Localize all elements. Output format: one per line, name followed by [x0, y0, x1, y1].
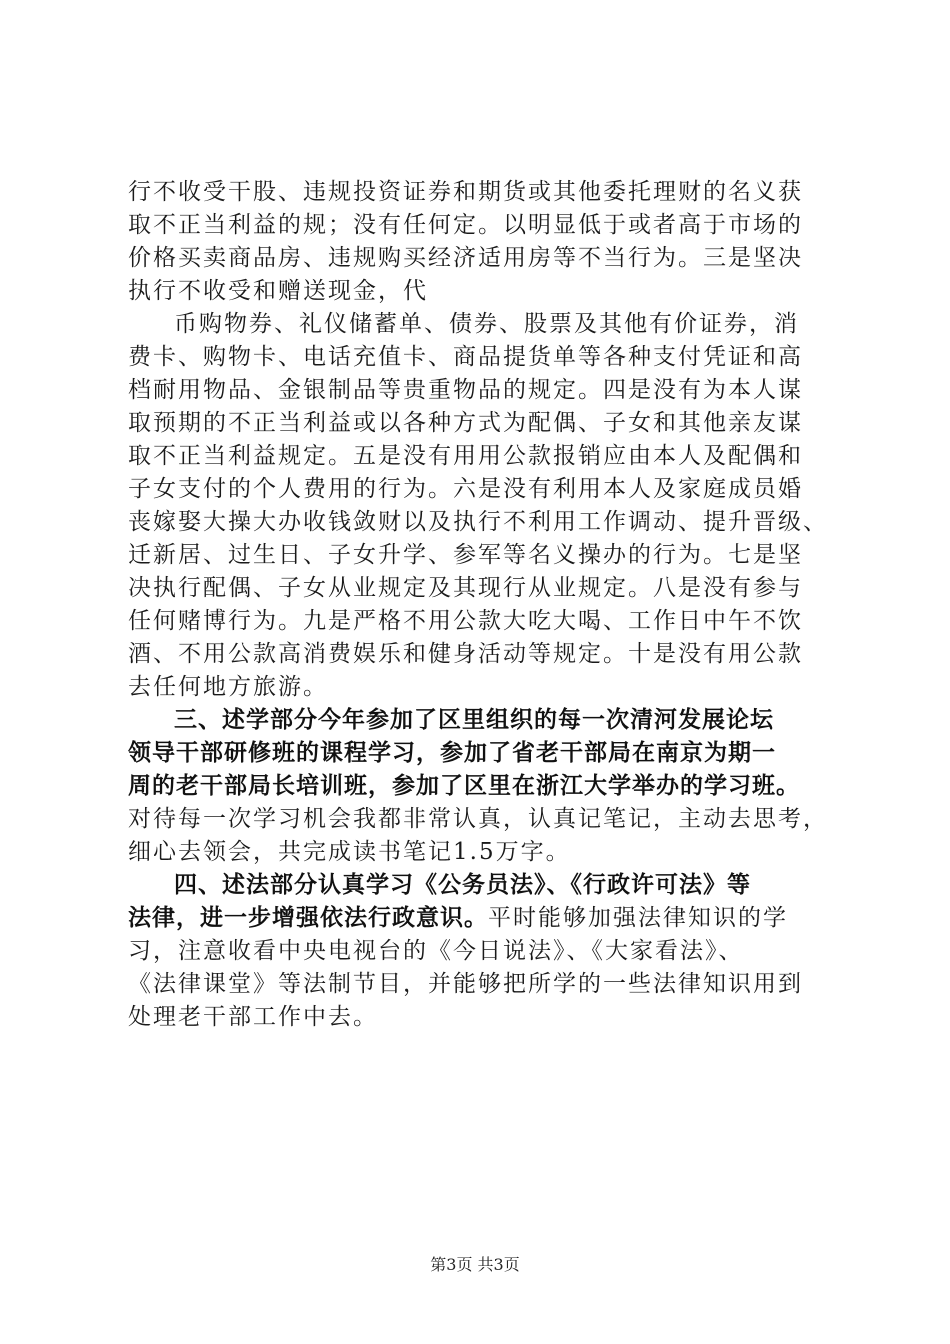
text-line: 币购物券、礼仪储蓄单、债券、股票及其他有价证券，消	[174, 311, 799, 337]
text-line: 习，注意收看中央电视台的《今日说法》、《大家看法》、	[128, 938, 744, 964]
text-line: 取不正当利益的规；没有任何定。以明显低于或者高于市场的	[128, 212, 803, 238]
text-line: 决执行配偶、子女从业规定及其现行从业规定。八是没有参与	[128, 575, 803, 601]
text-line: 行不收受干股、违规投资证券和期货或其他委托理财的名义获	[128, 179, 803, 205]
text-line: 周的老干部局长培训班，参加了区里在浙江大学举办的学习班。	[128, 773, 800, 799]
section-heading-study: 三、述学部分今年参加了区里组织的每一次清河发展论坛	[174, 707, 774, 733]
text-line	[128, 902, 840, 935]
text-line: 取不正当利益规定。五是没有用用公款报销应由本人及配偶和	[128, 443, 803, 469]
body-text	[128, 176, 840, 1034]
text-line: 细心去领会，共完成读书笔记1.5万字。	[128, 839, 571, 865]
text-line: 价格买卖商品房、违规购买经济适用房等不当行为。三是坚决	[128, 245, 803, 271]
text-line: 去任何地方旅游。	[128, 674, 328, 700]
text-line: 酒、不用公款高消费娱乐和健身活动等规定。十是没有用公款	[128, 641, 803, 667]
text-line: 对待每一次学习机会我都非常认真，认真记笔记，主动去思考，	[128, 806, 828, 832]
text-line: 子女支付的个人费用的行为。六是没有利用本人及家庭成员婚	[128, 476, 803, 502]
text-line: 任何赌博行为。九是严格不用公款大吃大喝、工作日中午不饮	[128, 608, 803, 634]
text-line: 迁新居、过生日、子女升学、参军等名义操办的行为。七是坚	[128, 542, 803, 568]
text-line: 处理老干部工作中去。	[128, 1004, 378, 1030]
text-line: 《法律课堂》等法制节目，并能够把所学的一些法律知识用到	[128, 971, 803, 997]
text-segment: 平时能够加强法律知识的学	[488, 905, 788, 931]
text-segment: 法律，进一步增强依法行政意识。	[128, 905, 488, 931]
text-line: 丧嫁娶大操大办收钱敛财以及执行不利用工作调动、提升晋级、	[128, 509, 828, 535]
text-line: 档耐用物品、金银制品等贵重物品的规定。四是没有为本人谋	[128, 377, 803, 403]
text-line: 费卡、购物卡、电话充值卡、商品提货单等各种支付凭证和高	[128, 344, 803, 370]
page-footer: 第3页 共3页	[430, 1255, 520, 1274]
text-line: 取预期的不正当利益或以各种方式为配偶、子女和其他亲友谋	[128, 410, 803, 436]
section-heading-law: 四、述法部分认真学习《公务员法》、《行政许可法》等	[174, 872, 751, 898]
text-line: 执行不收受和赠送现金，代	[128, 278, 428, 304]
text-line: 领导干部研修班的课程学习，参加了省老干部局在南京为期一	[128, 740, 776, 766]
